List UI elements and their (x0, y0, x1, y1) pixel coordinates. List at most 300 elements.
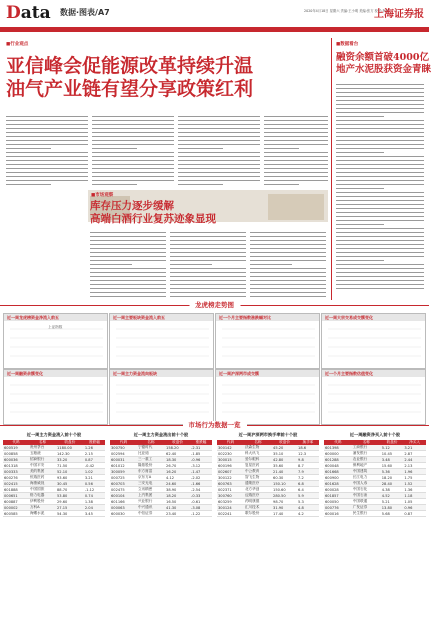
text-line (178, 180, 260, 181)
chart-title: 近一周主力资金流向板块 (110, 370, 213, 377)
text-line (170, 248, 246, 249)
text-line (336, 192, 424, 193)
text-line (92, 168, 174, 169)
table-cell: 150.10 (272, 481, 297, 487)
table-cell: 38.90 (165, 487, 190, 493)
text-line (170, 232, 246, 233)
chart-panel (3, 369, 108, 425)
text-line (178, 148, 223, 149)
table-cell: 5.21 (381, 499, 404, 505)
table-cell: 18.20 (165, 493, 190, 499)
table-cell: 格力电器 (29, 493, 56, 499)
text-line (336, 212, 424, 213)
text-line (336, 280, 424, 281)
table-cell: 恒瑞医药 (29, 475, 56, 481)
chart-plot (110, 377, 213, 423)
text-line (6, 148, 51, 149)
table-cell: 0.87 (403, 511, 426, 517)
column-header: 收盘价 (381, 440, 404, 445)
table-cell: 600028 (324, 487, 352, 493)
table-cell: 3.48 (381, 457, 404, 463)
right-headline (336, 52, 431, 76)
text-line (6, 120, 88, 121)
table-cell: 24.60 (165, 481, 190, 487)
text-line (6, 152, 88, 153)
text-line (264, 176, 328, 177)
text-line (170, 240, 246, 241)
stock-table (324, 440, 426, 517)
text-line (336, 124, 424, 125)
text-line (264, 124, 328, 125)
table-cell: 中信证券 (137, 511, 165, 517)
column-header: 换手率 (297, 440, 319, 445)
text-line (336, 108, 424, 109)
text-line (336, 160, 424, 161)
table-cell: 中国建筑 (352, 469, 381, 475)
table-cell: 16.20 (165, 469, 190, 475)
text-line (264, 120, 328, 121)
table-cell: -0.96 (190, 457, 212, 463)
table-cell: 工商银行 (352, 445, 381, 451)
chart-title: 近一周沪深两市成交额 (216, 370, 319, 377)
text-line (6, 124, 88, 125)
column-header: 名称 (137, 440, 165, 445)
text-line (250, 284, 326, 285)
table-cell: 002607 (217, 469, 244, 475)
text-line (264, 164, 328, 165)
text-line (336, 164, 424, 165)
text-line (170, 264, 212, 265)
masthead-rule (0, 27, 429, 32)
text-line (336, 232, 424, 233)
table-cell: 智飞生物 (244, 475, 272, 481)
table-cell: 601668 (324, 469, 352, 475)
column-header: 代码 (3, 440, 29, 445)
table-cell: 三一重工 (137, 457, 165, 463)
table-cell: 2.15 (84, 451, 105, 457)
table-cell: 2.44 (403, 457, 426, 463)
table-cell: 600016 (324, 511, 352, 517)
text-line (170, 260, 246, 261)
text-line (336, 184, 424, 185)
text-line (264, 172, 328, 173)
column-header: 净买入 (403, 440, 426, 445)
column-header: 收盘价 (165, 440, 190, 445)
table-cell: 五粮液 (29, 451, 56, 457)
table-cell: -1.22 (190, 511, 212, 517)
chart-title: 近一个月主要指数估值变化 (322, 370, 425, 377)
text-line (6, 136, 88, 137)
text-line (264, 136, 328, 137)
table-cell: 药明康德 (244, 499, 272, 505)
text-line (6, 116, 88, 117)
text-line (264, 160, 328, 161)
table-cell: 比亚迪 (137, 451, 165, 457)
text-line (90, 268, 166, 269)
chart-panel (215, 369, 320, 425)
table-cell: 60.30 (272, 475, 297, 481)
table-cell: 4.52 (381, 493, 404, 499)
table-title: 近一周融资净买入前十个股 (349, 432, 401, 437)
table-cell: 18.20 (381, 475, 404, 481)
chart-section-band (0, 301, 429, 309)
text-line (264, 168, 328, 169)
table-cell: 民生银行 (352, 511, 381, 517)
mid-headline (90, 200, 216, 226)
text-line (90, 248, 166, 249)
text-line (336, 208, 424, 209)
text-line (170, 272, 246, 273)
text-line (336, 116, 384, 117)
text-line (336, 96, 424, 97)
mid-headline-line1: 库存压力逐步缓解 (90, 200, 174, 212)
text-line (178, 124, 260, 125)
lead-headline-line2: 油气产业链有望分享政策红利 (6, 78, 254, 100)
text-line (336, 288, 424, 289)
chart-panel (321, 369, 426, 425)
text-line (336, 200, 424, 201)
table-cell: -1.47 (190, 469, 212, 475)
table-title: 近一周主力资金流入前十个股 (26, 432, 82, 437)
text-line (250, 236, 326, 237)
table-cell: -3.12 (190, 463, 212, 469)
column-header: 涨跌幅 (190, 440, 212, 445)
lead-body-col3 (178, 116, 260, 188)
text-line (90, 280, 166, 281)
table-cell: 600585 (3, 511, 29, 517)
chart-title: 近一周龙虎榜资金净流入前五 (4, 314, 107, 321)
text-line (6, 172, 88, 173)
table-cell: 000063 (110, 505, 137, 511)
text-line (336, 220, 424, 221)
text-line (250, 272, 326, 273)
text-line (336, 216, 424, 217)
table-cell: 002594 (110, 451, 137, 457)
text-line (6, 184, 51, 185)
text-line (336, 188, 384, 189)
mid-body-col2 (170, 232, 246, 300)
table-title: 近一周沪深两市换手率前十个股 (238, 432, 298, 437)
mid-body-col3 (250, 232, 326, 300)
chart-plot (216, 321, 319, 367)
text-line (6, 176, 88, 177)
lead-body-col4 (264, 116, 328, 188)
table-cell: -2.54 (190, 487, 212, 493)
table-cell: 中国人寿 (352, 481, 381, 487)
table-cell: 爱尔眼科 (244, 457, 272, 463)
table-cell: 4.8 (297, 505, 319, 511)
table-row (3, 511, 105, 517)
chart-panel (215, 313, 320, 369)
table-cell: 300122 (217, 475, 244, 481)
table-cell: 600050 (324, 499, 352, 505)
table-cell: 中国平安 (29, 463, 56, 469)
text-line (92, 176, 174, 177)
table-cell: 1.96 (403, 469, 426, 475)
table-row (110, 511, 212, 517)
column-header: 收盘价 (56, 440, 84, 445)
table-cell: 600104 (110, 493, 137, 499)
table-cell: 52.10 (56, 469, 84, 475)
table-cell: 1.52 (403, 481, 426, 487)
text-line (264, 116, 328, 117)
table-cell: 62.40 (165, 451, 190, 457)
text-line (170, 236, 246, 237)
table-cell: 000002 (3, 505, 29, 511)
text-line (170, 256, 246, 257)
text-line (92, 156, 174, 157)
text-line (336, 136, 424, 137)
table-cell: -1.66 (190, 481, 212, 487)
table-cell: 002371 (217, 487, 244, 493)
table-cell: 601888 (3, 487, 29, 493)
text-line (92, 172, 174, 173)
text-line (336, 260, 384, 261)
table-cell: 复星医药 (244, 463, 272, 469)
text-line (336, 84, 424, 85)
text-line (264, 180, 328, 181)
right-tag: ■数据看台 (336, 42, 359, 47)
column-header: 涨跌幅 (84, 440, 105, 445)
text-line (264, 148, 299, 149)
table-cell: 5.3 (297, 499, 319, 505)
right-headline-line1: 融资余额首破4000亿 (336, 52, 429, 63)
text-line (178, 128, 260, 129)
table-cell: 601857 (324, 493, 352, 499)
table-cell: 北方华创 (244, 487, 272, 493)
table-cell: 0.56 (84, 481, 105, 487)
table-cell: -2.31 (190, 445, 212, 451)
text-line (178, 120, 260, 121)
table-cell: 中国石油 (352, 493, 381, 499)
text-line (336, 204, 424, 205)
text-line (250, 252, 326, 253)
table-cell: 002475 (110, 487, 137, 493)
table-cell: 600196 (217, 463, 244, 469)
table-cell: 招商银行 (29, 457, 56, 463)
text-line (250, 240, 326, 241)
text-line (90, 260, 166, 261)
masthead (0, 0, 429, 34)
text-line (178, 132, 260, 133)
mid-tag: ■市场观察 (91, 193, 114, 198)
lead-body-col1 (6, 116, 88, 188)
text-line (250, 296, 326, 297)
table-cell: 浦发银行 (352, 451, 381, 457)
table-cell: 4.12 (165, 475, 190, 481)
table-cell: 23.40 (165, 511, 190, 517)
table-cell: 35.60 (272, 463, 297, 469)
table-cell: 7.2 (297, 475, 319, 481)
text-line (178, 152, 260, 153)
table-cell: 601166 (110, 499, 137, 505)
table-cell: 1.36 (403, 487, 426, 493)
text-line (264, 128, 328, 129)
table-cell: 300750 (110, 445, 137, 451)
table-cell: 300142 (217, 445, 244, 451)
table-cell: 600031 (110, 457, 137, 463)
lead-headline (6, 55, 253, 101)
table-cell: -0.61 (190, 499, 212, 505)
text-line (264, 132, 328, 133)
text-line (92, 164, 174, 165)
chart-plot (216, 377, 319, 423)
text-line (178, 168, 260, 169)
text-line (170, 288, 246, 289)
text-line (90, 232, 166, 233)
text-line (170, 244, 246, 245)
table-cell: 35.10 (272, 451, 297, 457)
text-line (250, 288, 326, 289)
text-line (250, 248, 326, 249)
table-cell: 12.3 (297, 451, 319, 457)
text-line (92, 184, 137, 185)
text-line (336, 240, 424, 241)
text-line (336, 252, 424, 253)
text-line (6, 168, 88, 169)
text-line (6, 128, 88, 129)
text-line (336, 196, 424, 197)
table-cell: 600887 (3, 499, 29, 505)
table-cell: 27.15 (56, 505, 84, 511)
table-cell: 1.38 (84, 499, 105, 505)
table-cell: 4.38 (381, 487, 404, 493)
text-line (6, 132, 88, 133)
text-line (264, 184, 299, 185)
text-line (336, 128, 424, 129)
text-line (264, 144, 328, 145)
chart-plot (110, 321, 213, 367)
table-cell: 美的集团 (29, 469, 56, 475)
text-line (250, 280, 326, 281)
lead-body-col2 (92, 116, 174, 188)
table-cell: 600030 (110, 511, 137, 517)
text-line (336, 104, 424, 105)
lead-tag: ■行业观点 (6, 42, 29, 47)
table-cell: 5.36 (381, 469, 404, 475)
table-cell: 1.75 (403, 475, 426, 481)
table-cell: 0.74 (84, 493, 105, 499)
table-cell: 002415 (3, 481, 29, 487)
text-line (336, 92, 424, 93)
text-line (170, 252, 246, 253)
text-line (250, 292, 326, 293)
text-line (92, 136, 174, 137)
table-cell: 71.50 (56, 463, 84, 469)
table-cell: 海康威视 (29, 481, 56, 487)
text-line (92, 152, 174, 153)
text-line (178, 160, 260, 161)
table-cell: -0.42 (84, 463, 105, 469)
table-cell: 600519 (3, 445, 29, 451)
text-line (336, 284, 424, 285)
text-line (336, 168, 424, 169)
text-line (336, 156, 424, 157)
table-cell: 17.40 (272, 511, 297, 517)
text-line (336, 176, 424, 177)
text-line (264, 152, 328, 153)
right-headline-line2: 地产水泥股获资金青睐 (336, 64, 431, 75)
text-line (178, 184, 223, 185)
text-line (336, 100, 424, 101)
table-cell: 21.40 (272, 469, 297, 475)
table-cell: 30.45 (56, 481, 84, 487)
table-cell: 13.80 (381, 505, 404, 511)
stock-table (217, 440, 319, 517)
table-cell: 600000 (324, 451, 352, 457)
text-line (178, 156, 260, 157)
table-cell: 601012 (110, 463, 137, 469)
text-line (336, 180, 424, 181)
table-cell: 000333 (3, 469, 29, 475)
table-cell: -1.12 (84, 487, 105, 493)
text-line (90, 244, 166, 245)
text-line (90, 240, 166, 241)
table-cell: 9.8 (297, 457, 319, 463)
mid-headline-line2: 高端白酒行业复苏迹象显现 (90, 213, 216, 225)
chart-panel (109, 369, 214, 425)
column-header: 名称 (244, 440, 272, 445)
text-line (336, 144, 424, 145)
text-line (336, 88, 424, 89)
text-line (250, 264, 292, 265)
table-cell: -2.02 (190, 475, 212, 481)
table-cell: 中国联通 (352, 499, 381, 505)
text-line (90, 288, 166, 289)
table-section-band (0, 421, 429, 429)
table-cell: 601288 (324, 457, 352, 463)
text-line (250, 244, 326, 245)
text-line (250, 268, 326, 269)
table-cell: 三安光电 (137, 481, 165, 487)
table-cell: 东方财富 (137, 469, 165, 475)
table-cell: 8.7 (297, 463, 319, 469)
table-cell: 600276 (3, 475, 29, 481)
table-cell: 600763 (217, 481, 244, 487)
text-line (336, 256, 424, 257)
table-cell: 4.2 (297, 511, 319, 517)
table-row (217, 511, 319, 517)
table-cell: 2.04 (84, 505, 105, 511)
text-line (90, 296, 166, 297)
newspaper-logo: 上海证券报 (374, 9, 424, 20)
text-line (336, 236, 424, 237)
table-cell: 88.70 (56, 487, 84, 493)
column-divider (331, 38, 332, 300)
table-cell: 5.68 (381, 511, 404, 517)
table-cell: 54.30 (56, 511, 84, 517)
table-cell: 601398 (324, 445, 352, 451)
column-header: 收盘价 (272, 440, 297, 445)
text-line (336, 244, 424, 245)
table-cell: 中国石化 (352, 487, 381, 493)
table-cell: 300015 (217, 457, 244, 463)
table-cell: 6.8 (297, 481, 319, 487)
chart-plot (4, 321, 107, 367)
text-line (6, 144, 88, 145)
table-cell: 600036 (3, 457, 29, 463)
text-line (250, 256, 326, 257)
table-cell: 1180.00 (56, 445, 84, 451)
text-line (90, 264, 132, 265)
table-cell: 16.50 (165, 499, 190, 505)
table-cell: 98.70 (272, 499, 297, 505)
table-cell: 600048 (324, 463, 352, 469)
table-cell: 142.30 (56, 451, 84, 457)
table-cell: 150.60 (272, 487, 297, 493)
text-line (170, 280, 246, 281)
table-cell: 科大讯飞 (244, 451, 272, 457)
